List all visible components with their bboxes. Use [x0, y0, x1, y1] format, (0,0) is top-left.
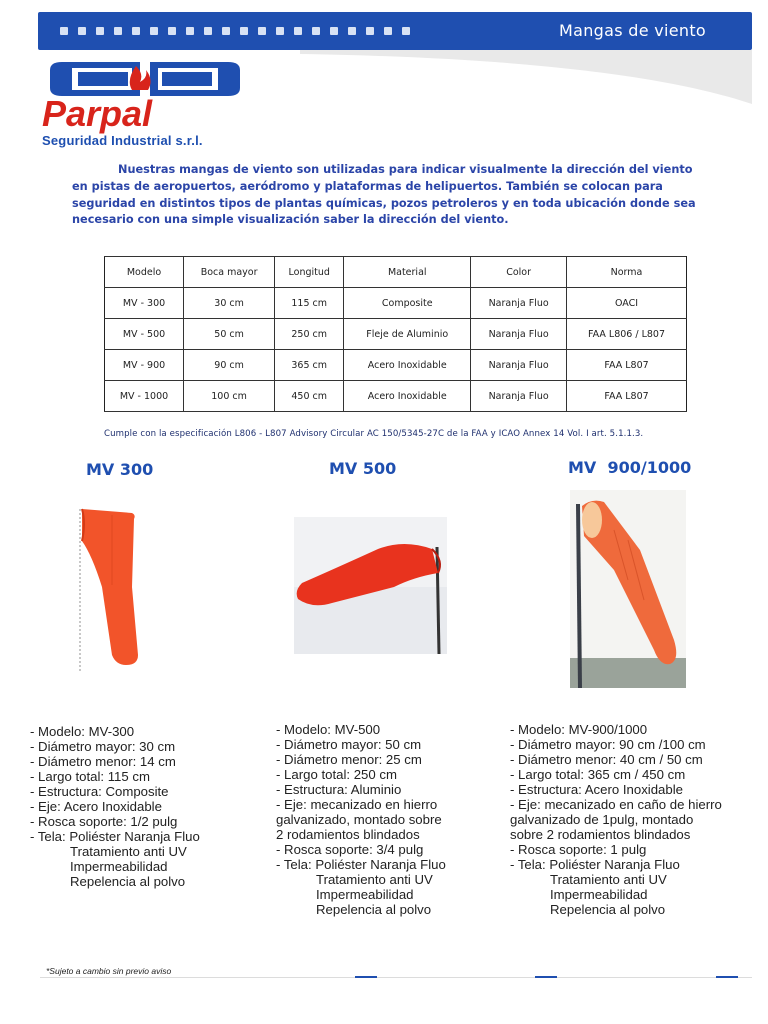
header-dot: [60, 27, 68, 35]
table-cell: 50 cm: [184, 319, 275, 350]
header-dots: [60, 27, 410, 35]
spec-item: - Largo total: 365 cm / 450 cm: [510, 767, 686, 782]
table-header-cell: Material: [344, 257, 471, 288]
header-dot: [276, 27, 284, 35]
header-dot: [258, 27, 266, 35]
table-header-cell: Longitud: [275, 257, 344, 288]
spec-sub-item: Repelencia al polvo: [550, 902, 666, 917]
table-cell: Acero Inoxidable: [344, 350, 471, 381]
windsock-mv500-image: [294, 517, 447, 654]
table-row: [105, 381, 687, 412]
spec-item: - Modelo: MV-900/1000: [510, 722, 648, 737]
table-cell: 30 cm: [184, 288, 275, 319]
spec-item: - Estructura: Acero Inoxidable: [510, 782, 683, 797]
table-header-cell: Norma: [567, 257, 687, 288]
header-dot: [330, 27, 338, 35]
table-cell: 250 cm: [275, 319, 344, 350]
header-dot: [222, 27, 230, 35]
table-cell: MV - 900: [105, 350, 184, 381]
spec-item: - Diámetro mayor: 90 cm /100 cm: [510, 737, 706, 752]
spec-item: - Eje: mecanizado en hierro: [276, 797, 438, 812]
table-cell: Composite: [344, 288, 471, 319]
table-header-cell: Boca mayor: [184, 257, 275, 288]
header-dot: [240, 27, 248, 35]
spec-item: - Diámetro mayor: 30 cm: [30, 739, 176, 754]
specs-mv300: [30, 724, 200, 889]
rp-monogram-icon: [50, 62, 240, 96]
table-cell: Naranja Fluo: [471, 288, 567, 319]
table-body: [105, 288, 687, 412]
footnote: *Sujeto a cambio sin previo aviso: [46, 966, 172, 976]
header-band: [38, 12, 752, 50]
table-cell: MV - 1000: [105, 381, 184, 412]
spec-item: - Estructura: Aluminio: [276, 782, 402, 797]
footer-mark: [535, 976, 557, 978]
table-cell: FAA L807: [567, 381, 687, 412]
spec-item: galvanizado de 1pulg, montado: [510, 812, 694, 827]
header-swoosh-decoration: [300, 50, 752, 104]
spec-item: - Tela: Poliéster Naranja Fluo: [510, 857, 680, 872]
header-dot: [132, 27, 140, 35]
table-cell: FAA L806 / L807: [567, 319, 687, 350]
table-header-row: [105, 257, 687, 288]
header-dot: [150, 27, 158, 35]
header-dot: [348, 27, 356, 35]
spec-sub-item: Repelencia al polvo: [70, 874, 186, 889]
header-dot: [294, 27, 302, 35]
spec-item: sobre 2 rodamientos blindados: [510, 827, 691, 842]
header-dot: [78, 27, 86, 35]
table-cell: MV - 500: [105, 319, 184, 350]
header-dot: [366, 27, 374, 35]
spec-item: - Tela: Poliéster Naranja Fluo: [30, 829, 200, 844]
spec-item: - Rosca soporte: 1/2 pulg: [30, 814, 178, 829]
table-cell: 365 cm: [275, 350, 344, 381]
table-header-cell: Color: [471, 257, 567, 288]
intro-paragraph: Nuestras mangas de viento son utilizadas para indicar visualmente la dirección del viento en pistas de aeropuertos, aeródromo y plataformas de helipuertos. También se colocan para seguridad en distintos tipos de plantas químicas, pozos petroleros y en toda ubicación donde sea necesario con una simple visualización saber la dirección del viento.: [72, 163, 696, 227]
model-title-mv900-1000: MV 900/1000: [568, 458, 692, 477]
spec-item: galvanizado, montado sobre: [276, 812, 442, 827]
table-cell: Naranja Fluo: [471, 381, 567, 412]
spec-item: - Estructura: Composite: [30, 784, 169, 799]
parpal-wordmark: Parpal: [42, 93, 153, 134]
spec-item: - Tela: Poliéster Naranja Fluo: [276, 857, 446, 872]
header-dot: [168, 27, 176, 35]
table-row: [105, 350, 687, 381]
header-dot: [402, 27, 410, 35]
table-cell: Fleje de Aluminio: [344, 319, 471, 350]
spec-item: - Eje: mecanizado en caño de hierro: [510, 797, 722, 812]
spec-table: [104, 256, 687, 412]
model-title-mv300: MV 300: [86, 460, 154, 479]
compliance-note: Cumple con la especificación L806 - L807 Advisory Circular AC 150/5345-27C de la FAA y ICAO Annex 14 Vol. I art. 5.1.1.3.: [104, 429, 644, 439]
table-cell: 90 cm: [184, 350, 275, 381]
table-cell: Naranja Fluo: [471, 350, 567, 381]
header-dot: [312, 27, 320, 35]
table-cell: Naranja Fluo: [471, 319, 567, 350]
spec-sub-item: Impermeabilidad: [550, 887, 648, 902]
table-cell: MV - 300: [105, 288, 184, 319]
spec-item: - Largo total: 250 cm: [276, 767, 397, 782]
model-title-mv500: MV 500: [329, 459, 397, 478]
spec-item: - Modelo: MV-500: [276, 722, 381, 737]
header-dot: [114, 27, 122, 35]
header-title: Mangas de viento: [559, 21, 706, 40]
header-dot: [96, 27, 104, 35]
footer-mark: [716, 976, 738, 978]
table-row: [105, 319, 687, 350]
spec-item: - Rosca soporte: 3/4 pulg: [276, 842, 424, 857]
table-cell: FAA L807: [567, 350, 687, 381]
table-cell: 115 cm: [275, 288, 344, 319]
spec-item: - Modelo: MV-300: [30, 724, 135, 739]
spec-item: 2 rodamientos blindados: [276, 827, 420, 842]
spec-sub-item: Tratamiento anti UV: [70, 844, 187, 859]
table-cell: OACI: [567, 288, 687, 319]
footer-divider: [40, 977, 752, 978]
spec-sub-item: Tratamiento anti UV: [550, 872, 667, 887]
spec-sub-item: Impermeabilidad: [70, 859, 168, 874]
table-cell: 100 cm: [184, 381, 275, 412]
specs-mv500: [276, 722, 446, 917]
footer-mark: [355, 976, 377, 978]
spec-sub-item: Tratamiento anti UV: [316, 872, 433, 887]
windsock-mv300-image: [72, 505, 142, 675]
logo-subtitle: Seguridad Industrial s.r.l.: [42, 133, 203, 148]
spec-item: - Diámetro mayor: 50 cm: [276, 737, 422, 752]
spec-item: - Diámetro menor: 14 cm: [30, 754, 176, 769]
header-dot: [204, 27, 212, 35]
spec-item: - Diámetro menor: 25 cm: [276, 752, 422, 767]
windsock-mv900-1000-image: [570, 490, 686, 688]
header-dot: [384, 27, 392, 35]
table-cell: Acero Inoxidable: [344, 381, 471, 412]
table-row: [105, 288, 687, 319]
spec-sub-item: Impermeabilidad: [316, 887, 414, 902]
spec-sub-item: Repelencia al polvo: [316, 902, 432, 917]
specs-mv900-1000: [510, 722, 722, 917]
spec-item: - Largo total: 115 cm: [30, 769, 150, 784]
header-dot: [186, 27, 194, 35]
spec-item: - Rosca soporte: 1 pulg: [510, 842, 647, 857]
spec-item: - Eje: Acero Inoxidable: [30, 799, 162, 814]
table-cell: 450 cm: [275, 381, 344, 412]
table-header-cell: Modelo: [105, 257, 184, 288]
spec-item: - Diámetro menor: 40 cm / 50 cm: [510, 752, 703, 767]
